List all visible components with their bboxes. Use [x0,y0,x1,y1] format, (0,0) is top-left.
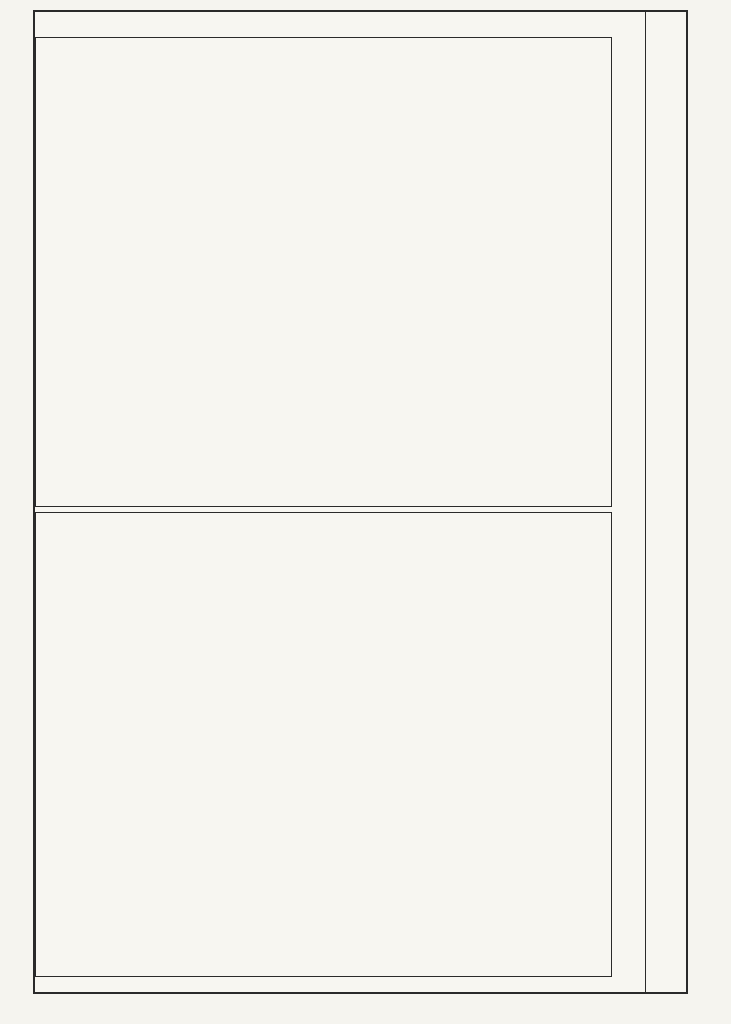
section-heading [608,12,645,992]
staff-table-bottom [35,512,612,977]
volume-title [645,12,686,992]
page-frame [33,10,688,994]
staff-table-top [35,37,612,507]
